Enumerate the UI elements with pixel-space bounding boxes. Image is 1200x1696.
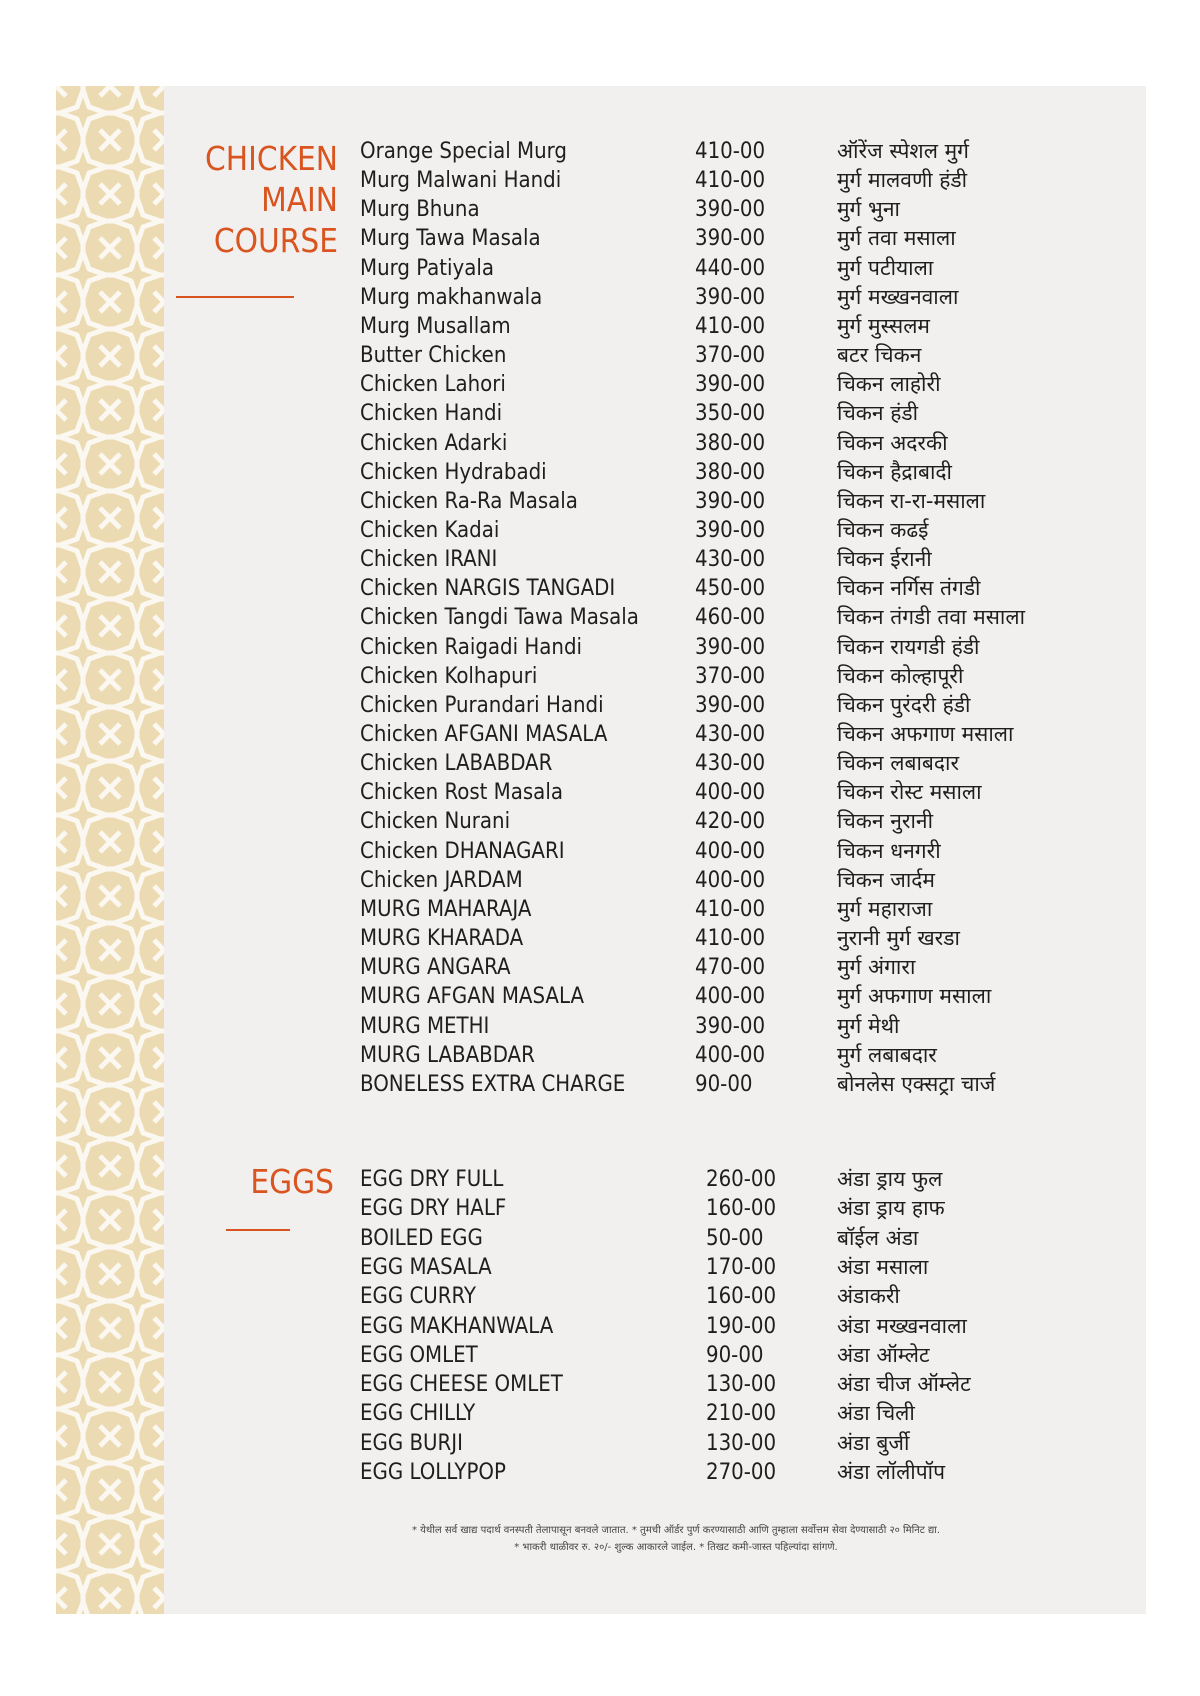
item-name: Chicken Rost Masala (360, 780, 563, 806)
item-name: Chicken Hydrabadi (360, 459, 547, 485)
item-marathi-name: बॉईल अंडा (837, 1225, 919, 1250)
item-name: EGG MASALA (360, 1254, 492, 1280)
item-marathi-name: चिकन जार्दम (837, 867, 935, 892)
item-price: 390-00 (695, 634, 766, 660)
item-price: 380-00 (695, 459, 766, 485)
menu-item-row (56, 168, 1146, 197)
item-price: 410-00 (695, 168, 766, 194)
menu-item-row (56, 839, 1146, 868)
item-name: Chicken Kolhapuri (360, 663, 538, 689)
menu-item-row (56, 343, 1146, 372)
menu-item-row (56, 664, 1146, 693)
item-marathi-name: मुर्ग मुस्सलम (837, 313, 930, 338)
item-name: Chicken Ra-Ra Masala (360, 488, 578, 514)
menu-item-row (56, 984, 1146, 1013)
menu-item-row (56, 1014, 1146, 1043)
item-price: 460-00 (695, 605, 766, 631)
footer-notes (206, 1522, 1146, 1556)
item-price: 430-00 (695, 751, 766, 777)
item-name: Chicken Adarki (360, 430, 508, 456)
item-price: 400-00 (695, 867, 766, 893)
item-marathi-name: बोनलेस एक्सट्रा चार्ज (837, 1071, 996, 1096)
item-marathi-name: अंडा मसाला (837, 1254, 929, 1279)
item-price: 410-00 (695, 313, 766, 339)
item-price: 130-00 (706, 1430, 777, 1456)
item-marathi-name: चिकन लबाबदार (837, 751, 960, 776)
item-name: MURG ANGARA (360, 955, 511, 981)
item-marathi-name: मुर्ग पटीयाला (837, 255, 934, 280)
footer-note-2: * भाकरी थाळीवर रु. २०/- शुल्क आकारले जाईल. * तिखट कमी-जास्त पहिल्यांदा सांगणे. (514, 1542, 838, 1553)
item-name: Chicken Nurani (360, 809, 511, 835)
menu-item-row (56, 868, 1146, 897)
item-marathi-name: चिकन रा-रा-मसाला (837, 488, 986, 513)
item-name: Chicken DHANAGARI (360, 838, 565, 864)
menu-item-row (56, 460, 1146, 489)
item-price: 390-00 (695, 226, 766, 252)
item-price: 410-00 (695, 896, 766, 922)
menu-item-row (56, 605, 1146, 634)
item-marathi-name: मुर्ग मख्खनवाला (837, 284, 959, 309)
item-name: Murg Tawa Masala (360, 226, 541, 252)
menu-item-row (56, 226, 1146, 255)
item-marathi-name: चिकन कढई (837, 517, 929, 542)
item-price: 400-00 (695, 984, 766, 1010)
item-marathi-name: चिकन लाहोरी (837, 372, 941, 397)
menu-item-row (56, 1460, 1146, 1489)
item-price: 390-00 (695, 517, 766, 543)
menu-item-row (56, 489, 1146, 518)
heading-line-1: CHICKEN (205, 139, 338, 178)
item-marathi-name: अंडा ड्राय फुल (837, 1167, 943, 1191)
item-marathi-name: मुर्ग मेथी (837, 1013, 900, 1038)
item-marathi-name: अंडाकरी (837, 1284, 900, 1309)
item-name: MURG KHARADA (360, 926, 524, 952)
item-price: 430-00 (695, 547, 766, 573)
item-name: BONELESS EXTRA CHARGE (360, 1071, 626, 1097)
menu-item-row (56, 780, 1146, 809)
item-marathi-name: मुर्ग भुना (837, 197, 900, 222)
item-name: MURG METHI (360, 1013, 490, 1039)
menu-item-row (56, 372, 1146, 401)
menu-item-row (56, 285, 1146, 314)
item-name: Chicken Raigadi Handi (360, 634, 583, 660)
item-name: Chicken LABABDAR (360, 751, 553, 777)
menu-item-row (56, 314, 1146, 343)
item-name: EGG MAKHANWALA (360, 1313, 554, 1339)
menu-item-row (56, 1072, 1146, 1101)
item-name: Chicken Lahori (360, 372, 506, 398)
item-marathi-name: चिकन अफगाण मसाला (837, 722, 1014, 746)
item-marathi-name: अंडा ऑम्लेट (837, 1342, 930, 1367)
item-price: 390-00 (695, 488, 766, 514)
item-price: 420-00 (695, 809, 766, 835)
item-name: EGG CHILLY (360, 1401, 476, 1427)
menu-item-row (56, 1196, 1146, 1225)
item-marathi-name: चिकन नुरानी (837, 809, 934, 834)
item-price: 210-00 (706, 1401, 777, 1427)
item-name: MURG MAHARAJA (360, 896, 532, 922)
item-marathi-name: चिकन अदरकी (837, 430, 948, 455)
menu-item-row (56, 256, 1146, 285)
item-price: 190-00 (706, 1313, 777, 1339)
item-name: Chicken NARGIS TANGADI (360, 576, 616, 602)
item-name: Murg makhanwala (360, 284, 543, 310)
item-name: Murg Malwani Handi (360, 168, 562, 194)
item-marathi-name: चिकन कोल्हापूरी (837, 663, 964, 688)
menu-item-row (56, 576, 1146, 605)
item-marathi-name: चिकन धनगरी (837, 838, 941, 863)
item-price: 390-00 (695, 372, 766, 398)
item-name: Chicken Purandari Handi (360, 692, 604, 718)
menu-item-row (56, 809, 1146, 838)
item-name: MURG AFGAN MASALA (360, 984, 585, 1010)
item-name: EGG DRY HALF (360, 1196, 507, 1222)
item-price: 390-00 (695, 197, 766, 223)
menu-item-row (56, 1314, 1146, 1343)
item-name: Orange Special Murg (360, 139, 567, 164)
item-marathi-name: मुर्ग मालवणी हंडी (837, 168, 968, 193)
menu-item-row (56, 693, 1146, 722)
item-marathi-name: चिकन रायगडी हंडी (837, 634, 980, 659)
item-name: Chicken IRANI (360, 547, 498, 573)
item-price: 390-00 (695, 1013, 766, 1039)
menu-item-row (56, 751, 1146, 780)
heading-line-2: MAIN (261, 180, 338, 219)
item-marathi-name: अंडा ड्राय हाफ (837, 1196, 945, 1221)
item-name: EGG LOLLYPOP (360, 1460, 506, 1485)
item-name: EGG OMLET (360, 1342, 478, 1368)
item-marathi-name: अंडा चिली (837, 1401, 915, 1426)
menu-item-row (56, 518, 1146, 547)
item-marathi-name: मुर्ग महाराजा (837, 896, 933, 921)
item-marathi-name: अंडा बुर्जी (837, 1430, 910, 1455)
item-price: 410-00 (695, 139, 766, 164)
menu-item-row (56, 1226, 1146, 1255)
item-name: EGG CHEESE OMLET (360, 1372, 563, 1398)
item-price: 400-00 (695, 1042, 766, 1068)
menu-item-row (56, 1043, 1146, 1072)
item-price: 160-00 (706, 1284, 777, 1310)
item-marathi-name: चिकन हैद्राबादी (837, 459, 952, 484)
item-marathi-name: चिकन रोस्ट मसाला (837, 780, 982, 805)
item-name: Chicken JARDAM (360, 867, 523, 893)
item-price: 380-00 (695, 430, 766, 456)
item-price: 160-00 (706, 1196, 777, 1222)
item-marathi-name: नुरानी मुर्ग खरडा (837, 926, 960, 951)
item-price: 130-00 (706, 1372, 777, 1398)
item-price: 390-00 (695, 692, 766, 718)
item-name: EGG DRY FULL (360, 1167, 504, 1192)
menu-item-row (56, 431, 1146, 460)
menu-item-row (56, 401, 1146, 430)
menu-item-row (56, 1401, 1146, 1430)
item-marathi-name: चिकन तंगडी तवा मसाला (837, 605, 1026, 630)
item-price: 390-00 (695, 284, 766, 310)
item-marathi-name: अंडा लॉलीपॉप (837, 1460, 946, 1484)
menu-item-row (56, 1255, 1146, 1284)
item-name: Butter Chicken (360, 343, 507, 369)
menu-item-row (56, 955, 1146, 984)
item-price: 90-00 (706, 1342, 764, 1368)
menu-item-row (56, 722, 1146, 751)
item-name: Murg Patiyala (360, 255, 495, 281)
menu-item-row (56, 1372, 1146, 1401)
menu-item-row (56, 635, 1146, 664)
menu-item-row (56, 197, 1146, 226)
item-price: 400-00 (695, 838, 766, 864)
item-price: 50-00 (706, 1225, 764, 1251)
item-marathi-name: मुर्ग अंगारा (837, 955, 916, 980)
item-price: 410-00 (695, 926, 766, 952)
item-price: 90-00 (695, 1071, 753, 1097)
item-marathi-name: चिकन पुरंदरी हंडी (837, 692, 971, 717)
item-name: Chicken Kadai (360, 517, 500, 543)
heading-line-1: EGGS (250, 1162, 334, 1201)
item-marathi-name: चिकन नर्गिस तंगडी (837, 576, 981, 601)
item-name: EGG CURRY (360, 1284, 476, 1310)
menu-item-row (56, 1167, 1146, 1196)
item-name: Murg Musallam (360, 313, 511, 339)
item-name: Murg Bhuna (360, 197, 480, 223)
item-marathi-name: चिकन हंडी (837, 401, 919, 426)
item-marathi-name: ऑरेंज स्पेशल मुर्ग (837, 139, 970, 163)
menu-page (56, 86, 1146, 1614)
item-price: 430-00 (695, 722, 766, 747)
item-marathi-name: मुर्ग लबाबदार (837, 1042, 937, 1067)
item-name: BOILED EGG (360, 1225, 483, 1251)
menu-item-row (56, 139, 1146, 168)
item-price: 170-00 (706, 1254, 777, 1280)
menu-item-row (56, 1431, 1146, 1460)
item-price: 470-00 (695, 955, 766, 981)
item-name: EGG BURJI (360, 1430, 463, 1456)
item-marathi-name: अंडा चीज ऑम्लेट (837, 1372, 971, 1397)
heading-line-3: COURSE (213, 221, 338, 260)
item-price: 400-00 (695, 780, 766, 806)
menu-item-row (56, 1284, 1146, 1313)
item-marathi-name: चिकन ईरानी (837, 547, 932, 572)
item-marathi-name: अंडा मख्खनवाला (837, 1313, 967, 1338)
item-name: MURG LABABDAR (360, 1042, 535, 1068)
menu-item-row (56, 926, 1146, 955)
item-price: 270-00 (706, 1460, 777, 1485)
item-price: 370-00 (695, 343, 766, 369)
item-price: 450-00 (695, 576, 766, 602)
item-marathi-name: मुर्ग तवा मसाला (837, 226, 956, 251)
item-marathi-name: बटर चिकन (837, 343, 922, 368)
footer-note-1: * येथील सर्व खाद्य पदार्थ वनस्पती तेलापासून बनवले जातात. * तुमची ऑर्डर पुर्ण करण्यासाठी आणि तुम्हाला सर्वोत्तम सेवा देण्यासाठी २० मिनिट द्या. (411, 1525, 941, 1536)
item-price: 260-00 (706, 1167, 777, 1192)
item-name: Chicken Tangdi Tawa Masala (360, 605, 639, 631)
item-name: Chicken Handi (360, 401, 503, 427)
menu-item-row (56, 897, 1146, 926)
item-marathi-name: मुर्ग अफगाण मसाला (837, 984, 992, 1009)
menu-item-row (56, 1343, 1146, 1372)
item-price: 350-00 (695, 401, 766, 427)
item-name: Chicken AFGANI MASALA (360, 722, 608, 747)
item-price: 440-00 (695, 255, 766, 281)
item-price: 370-00 (695, 663, 766, 689)
menu-item-row (56, 547, 1146, 576)
